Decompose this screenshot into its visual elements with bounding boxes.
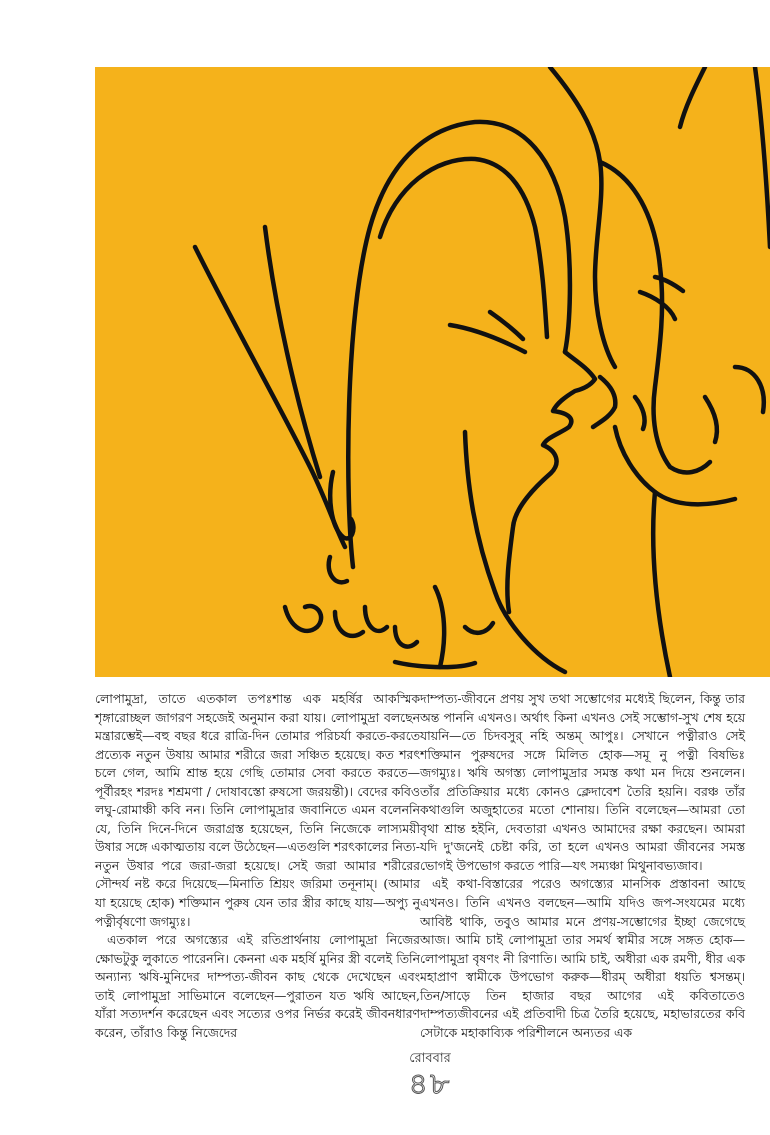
article-paragraph: এই কথা-বিস্তারের পরেও অগস্ত্যের মানসিক প্রস্তাবনা আছে এখনও। তিনি এখনও বলছেন—আমি যদিও জপ-সংযমের মধ্যে আবিষ্ট থাকি, তবুও আমার মনে প্রণয়-সম্ভোগের ইচ্ছা জেগেছে আজ। আমি চাই লোপামুদ্রা তার সমর্থ স্বামীর সঙ্গে সঙ্গত হোক—লোপামুদ্রা বৃষণং নী রিণাতি। আমি চাই, অধীরা এক রমণী, ধীর এক মহাপ্রাণ স্বামীকে উপভোগ করুক—ধীরম্ অধীরা ধয়তি শ্বসন্তম্। তিন/সাড়ে তিন হাজার বছর আগের এই কবিতাতেও দাম্পত্যজীবনের এই প্রতিবাদী চিত্র তৈরি হয়েছে, মহাভারতের কবি সেটাকে মহাকাব্যিক পরিশীলনে অন্যতর এক [420,876,745,1040]
magazine-name: রোববার [409,1051,451,1066]
article-paragraph: লোপামুদ্রা, তাতে এতকাল তপঃশান্ত এক মহর্ষির আকস্মিক শৃঙ্গারোচ্ছল জাগরণ সহজেই অনুমান করা যায়। লোপামুদ্রা বলছেন মন্ত্রারম্ভেই—বহু বছর ধরে রাত্রি-দিন তোমার পরিচর্যা করতে-করতে প্রত্যেক নতুন উষায় আমার শরীরে জরা সঞ্চিত হয়েছে। কত শরৎ চলে গেল, আমি শ্রান্ত হয়ে গেছি তোমার সেবা করতে করতে—পূর্বীরহং শরদঃ শশ্রমণা / দোষাবস্তো রুষসো জরয়ন্তী)। বেদের কবিও লঘু-রোমাঞ্চী কবি নন। তিনি লোপামুদ্রার জবানিতে এমন বলেননি যে, তিনি দিনে-দিনে জরাগ্রস্ত হয়েছেন, তিনি নিজেকে লাস্যময়ী উষার সঙ্গে একাত্মতায় বলে উঠেছেন—এতগুলি শরৎকালের নিত্য-নতুন উষার পরে জরা-জরা হয়েছে। সেই জরা আমার শরীরের সৌন্দর্য নষ্ট করে দিয়েছে—মিনাতি শ্রিয়ং জরিমা তনূনাম্। (আমার যা হয়েছে হোক) শক্তিমান পুরুষ যেন তার স্ত্রীর কাছে যায়—অপ্যু নু পত্নীর্বৃষণো জগম্যুঃ। [95,691,420,929]
page-number: ৪৮ [408,1067,452,1102]
article-column-left [95,690,420,1042]
line-drawing-lovers [95,67,770,677]
cover-illustration [95,67,770,677]
article-paragraph: এতকাল পরে অগস্ত্যের এই রতিপ্রার্থনায় লোপামুদ্রা নিজের ক্ষোভটুকু লুকাতে পারেননি। কেননা এক মহর্ষি মুনির স্ত্রী বলেই তিনি অন্যান্য ঋষি-মুনিদের দাম্পত্য-জীবন কাছ থেকে দেখেছেন এবং তাই লোপামুদ্রা সাভিমানে বলেছেন—পুরাতন যত ঋষি আছেন, যাঁরা সত্যদর্শন করেছেন এবং সত্যের ওপর নির্ভর করেই জীবনধারণ করেন, তাঁরাও কিন্তু নিজেদের [95,932,420,1040]
article-column-right [420,690,745,1042]
article-paragraph: দাম্পত্য-জীবনে প্রণয় সুখ তথা সম্ভোগের মধ্যেই ছিলেন, কিন্তু তার অন্ত পাননি এখনও। অর্থাৎ কিনা এখনও সেই সম্ভোগ-সুখ শেষ হয়ে যায়নি—তে চিদবসুর্ নহি অন্তম্ আপুঃ। সেখানে পত্নীরাও সেই শক্তিমান পুরুষদের সঙ্গে মিলিত হোক—সমূ নু পত্নী বিষভিঃ জগম্যুঃ। ঋষি অগস্ত্য লোপামুদ্রার সমস্ত কথা মন দিয়ে শুনলেন। তাঁর প্রতিক্রিয়ার মধ্যে কোনও ক্লেদাবেশ তৈরি হয়নি। বরঞ্চ তাঁর কথাগুলি অজুহাতের মতো শোনায়। তিনি বলেছেন—আমরা তো বৃথা শ্রান্ত হইনি, দেবতারা এখনও আমাদের রক্ষা করছেন। আমরা যদি দু'জনেই চেষ্টা করি, তা হলে এখনও আমরা জীবনের সমস্ত ভোগই উপভোগ করতে পারি—যৎ সম্যঞ্চা মিথুনাবভ্যজাব। [420,691,745,873]
